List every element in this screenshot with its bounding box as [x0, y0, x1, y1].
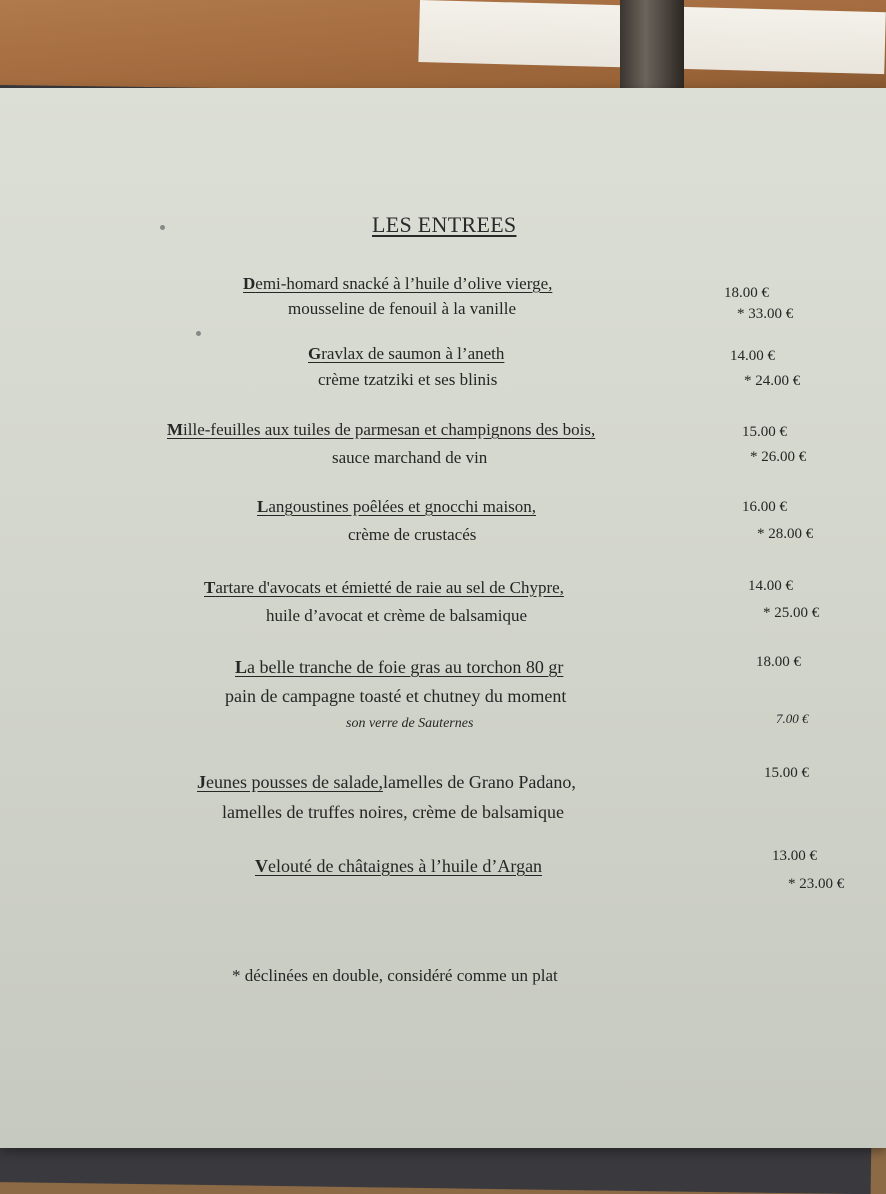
paper-speck	[160, 225, 165, 230]
dish-price: 18.00 €	[724, 285, 769, 301]
dish-double-price: * 26.00 €	[750, 449, 807, 465]
dish-price: 15.00 €	[764, 765, 809, 781]
dish-title: elouté de châtaignes à l’huile d’Argan	[268, 856, 543, 876]
dish-price: 15.00 €	[742, 424, 787, 440]
dish-initial: V	[255, 856, 268, 876]
dish-title: angoustines poêlées et gnocchi maison,	[268, 497, 537, 516]
dish-name	[204, 578, 564, 598]
dish-description: crème tzatziki et ses blinis	[318, 370, 498, 389]
dish-description: lamelles de truffes noires, crème de balsamique	[222, 802, 565, 822]
knife-handle	[620, 0, 684, 100]
dish-title: ille-feuilles aux tuiles de parmesan et champignons des bois,	[183, 420, 596, 439]
dish-price: 16.00 €	[742, 499, 787, 515]
menu-footnote: * déclinées en double, considéré comme un plat	[232, 966, 558, 985]
dish-name	[243, 274, 552, 294]
dish-price: 14.00 €	[730, 348, 775, 364]
dish-name	[197, 772, 576, 793]
dish-initial: T	[204, 578, 216, 597]
dish-initial: M	[167, 420, 184, 439]
dish-double-price: * 33.00 €	[737, 306, 794, 322]
dish-title-continued: lamelles de Grano Padano,	[382, 772, 576, 792]
dish-title: a belle tranche de foie gras au torchon 80 gr	[247, 657, 564, 677]
dish-name	[308, 344, 504, 364]
wine-price: 7.00 €	[776, 711, 809, 726]
dish-name	[235, 657, 563, 678]
dish-description: pain de campagne toasté et chutney du moment	[225, 686, 567, 706]
dish-double-price: * 28.00 €	[757, 526, 814, 542]
dish-title: artare d'avocats et émietté de raie au sel de Chypre,	[215, 578, 564, 597]
dish-price: 18.00 €	[756, 654, 801, 670]
dish-name	[167, 420, 595, 440]
dish-double-price: * 24.00 €	[744, 373, 801, 389]
wine-pairing: son verre de Sauternes	[346, 716, 474, 731]
dish-title: emi-homard snacké à l’huile d’olive vierge,	[255, 274, 553, 293]
dish-initial: J	[197, 772, 206, 792]
dish-price: 14.00 €	[748, 578, 793, 594]
dish-initial: L	[235, 657, 248, 677]
menu-title: LES ENTREES	[372, 212, 517, 237]
dish-title: ravlax de saumon à l’aneth	[321, 344, 505, 363]
dish-initial: D	[243, 274, 256, 293]
dish-initial: G	[308, 344, 322, 363]
dish-name	[255, 856, 542, 877]
dish-description: huile d’avocat et crème de balsamique	[266, 606, 528, 625]
dish-double-price: * 25.00 €	[763, 605, 820, 621]
paper-speck	[196, 331, 201, 336]
dish-name	[257, 497, 536, 517]
dish-double-price: * 23.00 €	[788, 876, 845, 892]
dish-description: sauce marchand de vin	[332, 448, 488, 467]
dish-description: crème de crustacés	[348, 525, 477, 544]
dish-description: mousseline de fenouil à la vanille	[288, 299, 517, 318]
dish-price: 13.00 €	[772, 848, 817, 864]
dish-initial: L	[257, 497, 269, 516]
dish-title: eunes pousses de salade,	[206, 772, 383, 792]
